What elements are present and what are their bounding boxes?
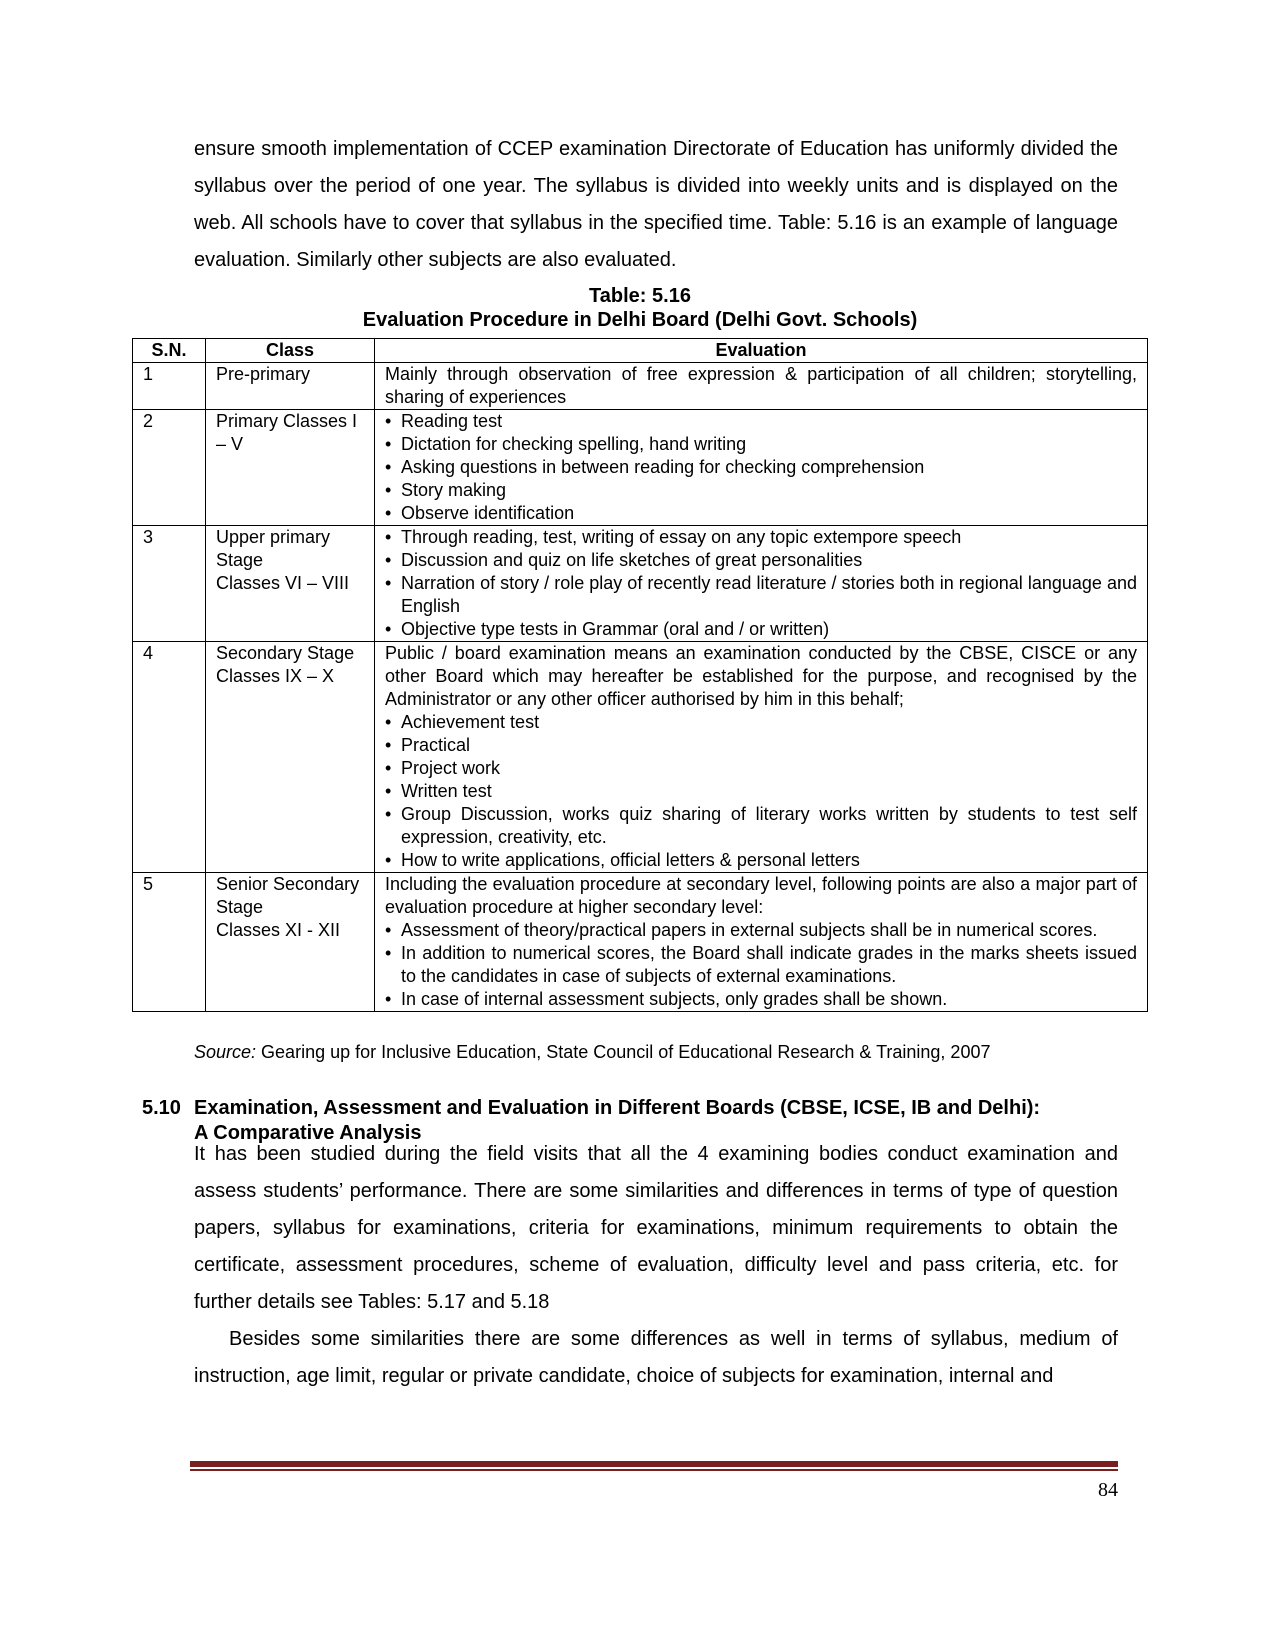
page-number: 84 xyxy=(1098,1479,1118,1501)
table-label: Table: 5.16 xyxy=(589,285,691,307)
table-row xyxy=(133,642,1148,873)
bullet-item: • Achievement test xyxy=(385,711,1137,734)
evaluation-table xyxy=(132,338,1148,1012)
bullet-item: • Discussion and quiz on life sketches of great personalities xyxy=(385,549,1137,572)
source-text: Gearing up for Inclusive Education, State Council of Educational Research & Training, 2007 xyxy=(256,1042,991,1062)
table-header-row xyxy=(133,339,1148,363)
row-class xyxy=(206,642,375,873)
row-evaluation xyxy=(375,410,1148,526)
bullet-item: • In addition to numerical scores, the Board shall indicate grades in the marks sheets issued to the candidates in case of subjects of external examinations. xyxy=(385,942,1137,988)
evaluation-text: Mainly through observation of free expression & participation of all children; storytelling, sharing of experiences xyxy=(385,364,1137,407)
evaluation-bullet-list xyxy=(385,919,1137,1011)
class-line: Upper primary Stage xyxy=(216,527,331,570)
class-line: Senior Secondary Stage xyxy=(216,874,360,917)
table-title: Evaluation Procedure in Delhi Board (Delhi Govt. Schools) xyxy=(362,309,918,331)
bullet-item: • Dictation for checking spelling, hand writing xyxy=(385,433,1137,456)
bullet-item: • Written test xyxy=(385,780,1137,803)
row-sn: 5 xyxy=(133,873,206,1012)
bullet-item: • Asking questions in between reading for checking comprehension xyxy=(385,456,1137,479)
class-line: Classes IX – X xyxy=(216,666,335,686)
table-row xyxy=(133,526,1148,642)
section-number: 5.10 xyxy=(142,1097,181,1119)
section-paragraph-1: It has been studied during the field visits that all the 4 examining bodies conduct examination and assess students’ performance. There are some similarities and differences in terms of type of question papers, syllabus for examinations, criteria for examinations, minimum requirements to obtain the certificate, assessment procedures, scheme of evaluation, difficulty level and pass criteria, etc. for further details see Tables: 5.17 and 5.18 xyxy=(194,1143,1118,1313)
row-sn: 4 xyxy=(133,642,206,873)
evaluation-bullet-list xyxy=(385,711,1137,872)
footer-rule xyxy=(190,1461,1118,1467)
bullet-item: • In case of internal assessment subjects, only grades shall be shown. xyxy=(385,988,1137,1011)
table-row xyxy=(133,873,1148,1012)
row-sn: 2 xyxy=(133,410,206,526)
bullet-item: • Narration of story / role play of recently read literature / stories both in regional language and English xyxy=(385,572,1137,618)
class-line: Classes XI - XII xyxy=(216,920,341,940)
bullet-item: • Practical xyxy=(385,734,1137,757)
row-class xyxy=(206,873,375,1012)
evaluation-bullet-list xyxy=(385,410,1137,525)
section-paragraph-2: Besides some similarities there are some differences as well in terms of syllabus, medium of instruction, age limit, regular or private candidate, choice of subjects for examination, internal and xyxy=(194,1328,1118,1387)
row-evaluation xyxy=(375,363,1148,410)
source-label: Source: xyxy=(194,1042,257,1062)
bullet-item: • Group Discussion, works quiz sharing of literary works written by students to test self expression, creativity, etc. xyxy=(385,803,1137,849)
bullet-item: • Reading test xyxy=(385,410,1137,433)
section-title-line-1: Examination, Assessment and Evaluation in Different Boards (CBSE, ICSE, IB and Delhi): xyxy=(194,1097,1041,1119)
row-class: Pre-primary xyxy=(206,363,375,410)
bullet-item: • How to write applications, official letters & personal letters xyxy=(385,849,1137,872)
header-evaluation: Evaluation xyxy=(375,339,1148,363)
evaluation-text: Including the evaluation procedure at secondary level, following points are also a major part of evaluation procedure at higher secondary level: xyxy=(385,874,1137,917)
bullet-item: • Story making xyxy=(385,479,1137,502)
evaluation-text: Public / board examination means an examination conducted by the CBSE, CISCE or any other Board which may hereafter be established for the purpose, and recognised by the Administrator or any other officer authorised by him in this behalf; xyxy=(385,643,1137,709)
intro-paragraph: ensure smooth implementation of CCEP examination Directorate of Education has uniformly divided the syllabus over the period of one year. The syllabus is divided into weekly units and is displayed on the web. All schools have to cover that syllabus in the specified time. Table: 5.16 is an example of language evaluation. Similarly other subjects are also evaluated. xyxy=(194,138,1118,271)
bullet-item: • Objective type tests in Grammar (oral and / or written) xyxy=(385,618,1137,641)
row-evaluation xyxy=(375,873,1148,1012)
row-evaluation xyxy=(375,526,1148,642)
bullet-item: • Project work xyxy=(385,757,1137,780)
table-row xyxy=(133,410,1148,526)
table-row xyxy=(133,363,1148,410)
row-class xyxy=(206,526,375,642)
bullet-item: • Observe identification xyxy=(385,502,1137,525)
class-line: Classes VI – VIII xyxy=(216,573,350,593)
row-sn: 3 xyxy=(133,526,206,642)
row-class: Primary Classes I – V xyxy=(206,410,375,526)
header-sn: S.N. xyxy=(133,339,206,363)
evaluation-bullet-list xyxy=(385,526,1137,641)
class-line: Secondary Stage xyxy=(216,643,355,663)
section-title-line-2: A Comparative Analysis xyxy=(194,1122,422,1144)
row-evaluation xyxy=(375,642,1148,873)
footer-rule-thin xyxy=(190,1469,1118,1471)
header-class: Class xyxy=(206,339,375,363)
row-sn: 1 xyxy=(133,363,206,410)
table-source xyxy=(194,1040,990,1064)
bullet-item: • Through reading, test, writing of essay on any topic extempore speech xyxy=(385,526,1137,549)
bullet-item: • Assessment of theory/practical papers in external subjects shall be in numerical scores. xyxy=(385,919,1137,942)
